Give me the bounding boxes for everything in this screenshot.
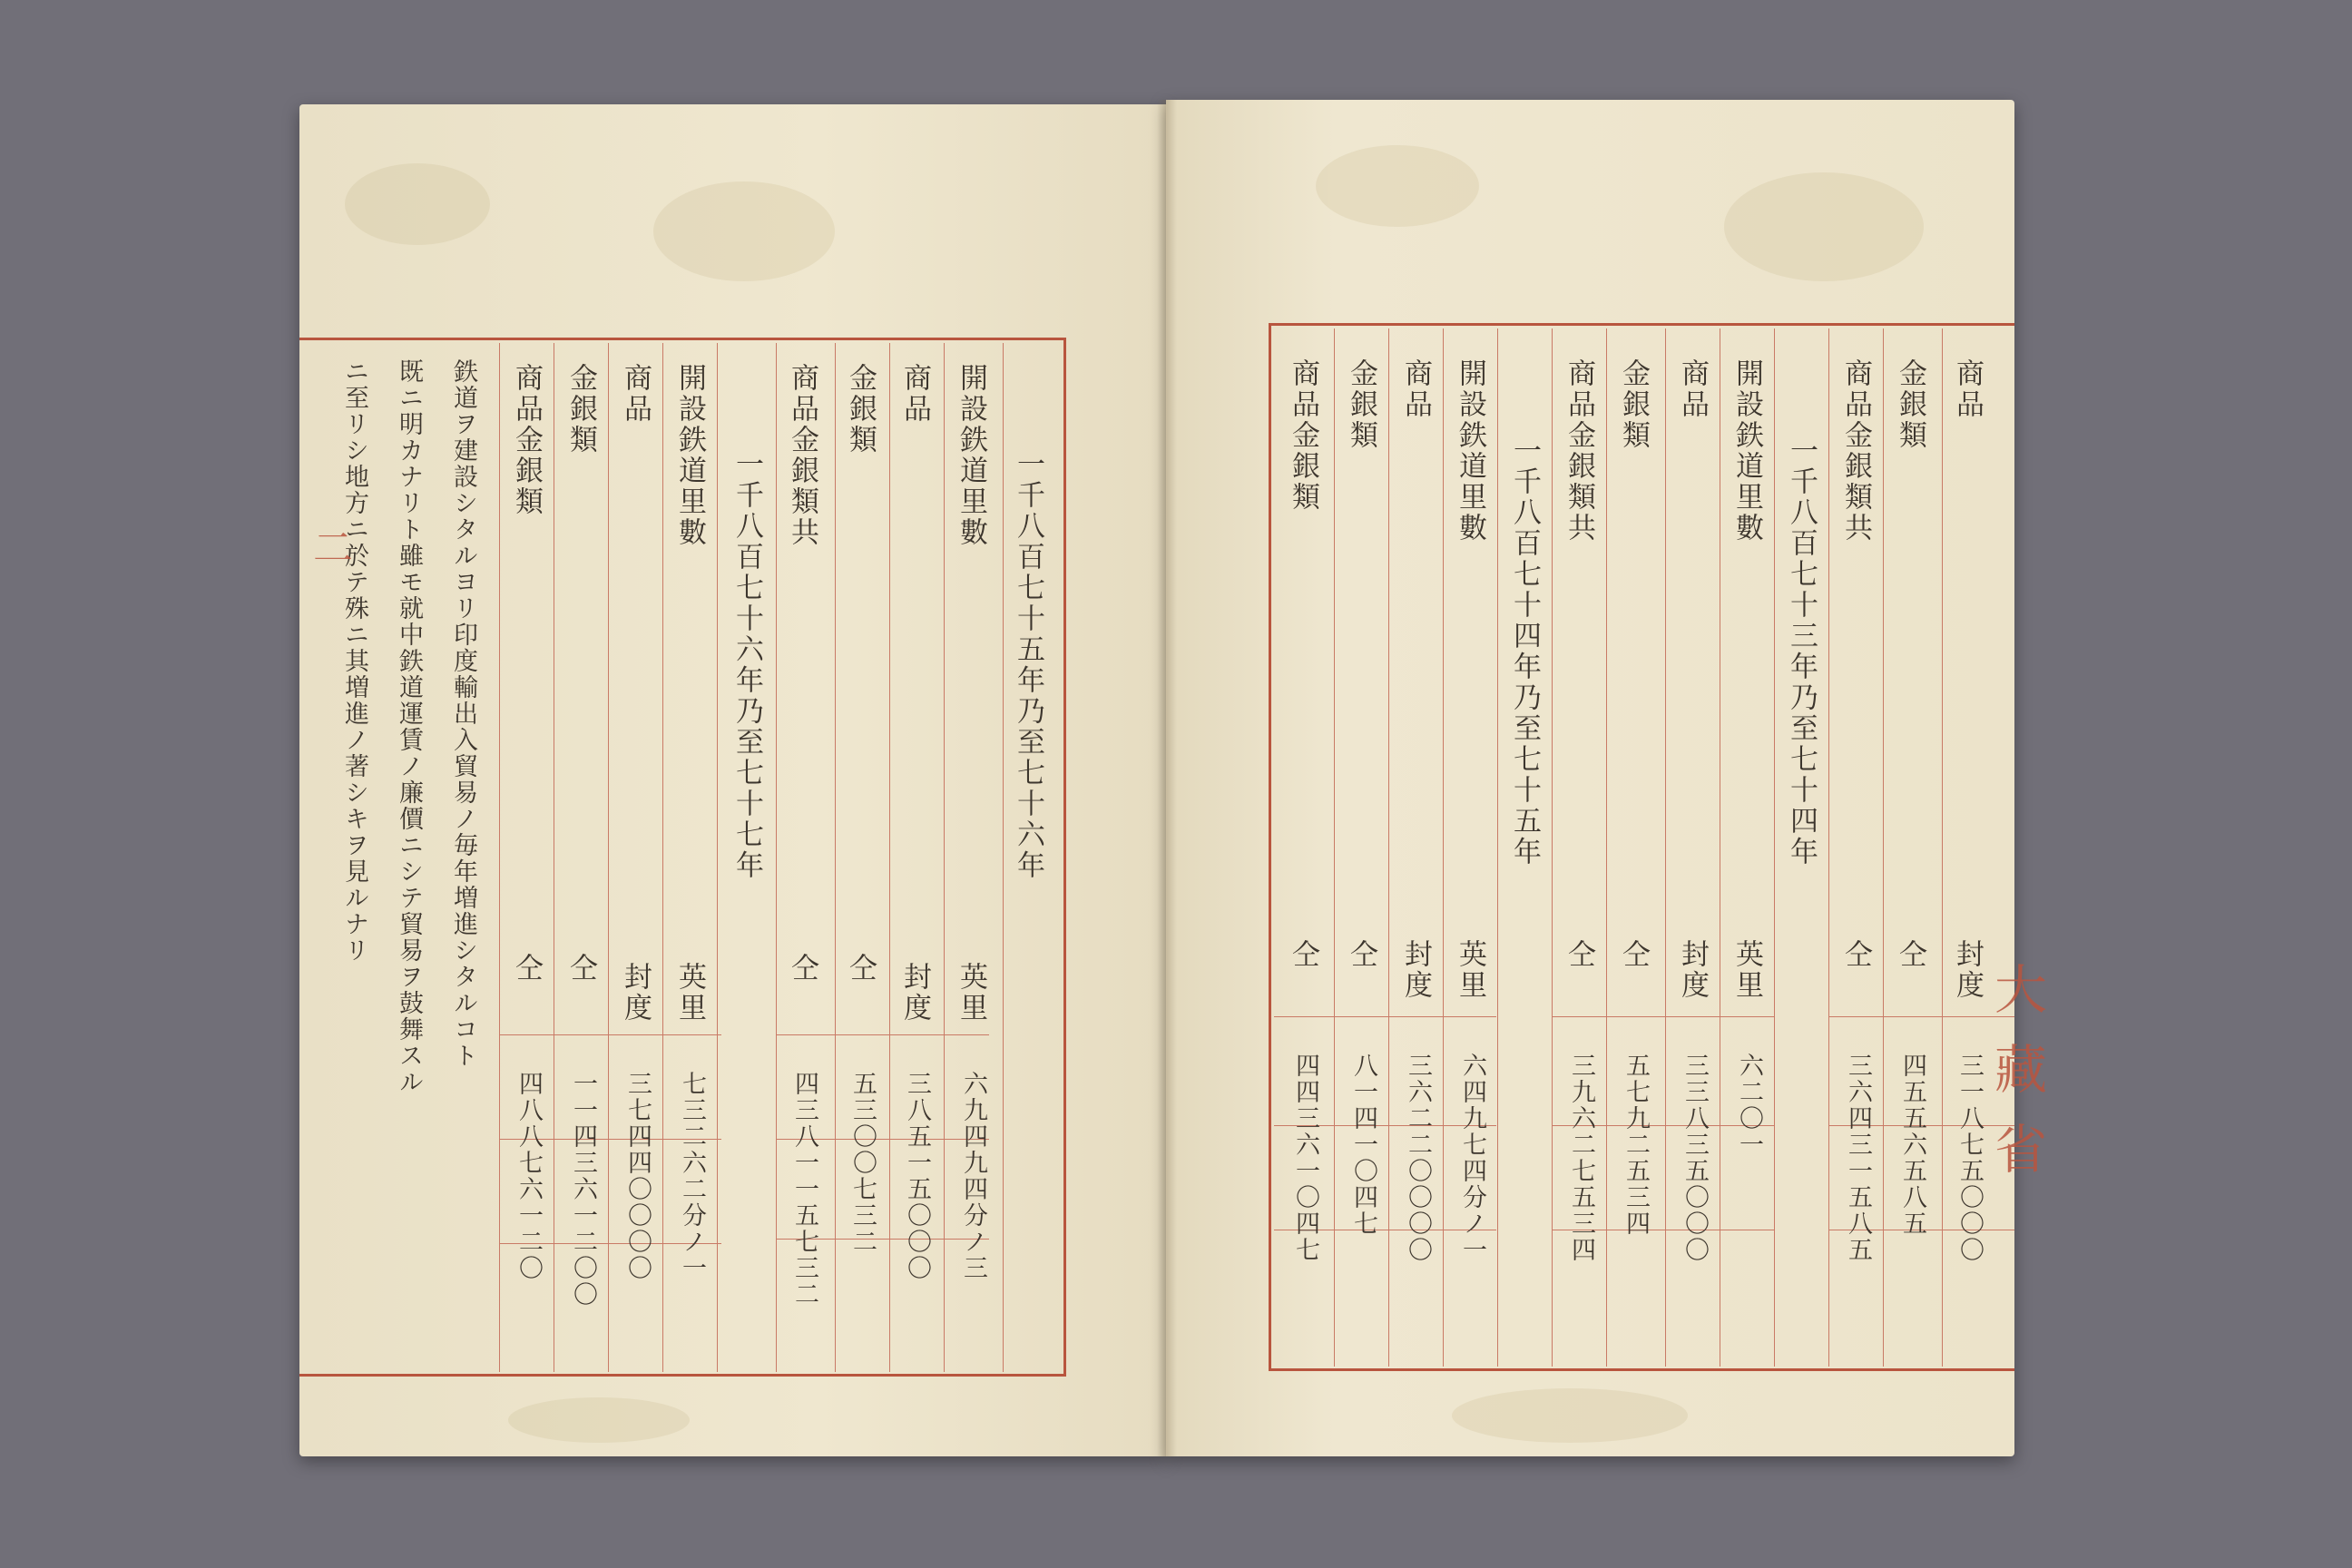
row-label: 商品 <box>1399 358 1432 420</box>
note-line: ニ至リシ地方ニ於テ殊ニ其増進ノ著シキヲ見ルナリ <box>340 358 368 964</box>
column-rule <box>1665 328 1666 1367</box>
column-rule <box>1942 328 1943 1367</box>
row-label: 金銀類 <box>1894 358 1926 451</box>
publisher-mark: 大藏省 <box>1985 962 2047 1201</box>
unit-label: 仝 <box>1617 939 1650 970</box>
margin-mark: 二 <box>306 526 352 593</box>
column-rule <box>1774 328 1775 1367</box>
value-cell: 八一四一〇四七 <box>1349 1053 1377 1237</box>
paper-stain <box>508 1397 690 1443</box>
unit-label: 英里 <box>673 962 706 1024</box>
column-rule <box>1497 328 1498 1367</box>
column-rule <box>1606 328 1607 1367</box>
paper-stain <box>345 163 490 245</box>
column-rule <box>717 343 718 1372</box>
row-rule <box>1274 1016 1496 1017</box>
column-rule <box>608 343 609 1372</box>
value-cell: 三六四三一五八五 <box>1844 1053 1872 1263</box>
column-rule <box>1828 328 1829 1367</box>
column-rule <box>1552 328 1553 1367</box>
row-label: 開設鉄道里數 <box>673 363 706 548</box>
unit-label: 英里 <box>955 962 987 1024</box>
unit-label: 仝 <box>1839 939 1872 970</box>
period-heading: 一千八百七十五年乃至七十六年 <box>1012 449 1044 881</box>
row-label: 金銀類 <box>1345 358 1377 451</box>
value-cell: 四五五六五八五 <box>1898 1053 1926 1237</box>
value-cell: 三七四四〇〇〇〇 <box>623 1071 652 1281</box>
unit-label: 封度 <box>1951 939 1984 1001</box>
unit-label: 仝 <box>564 953 597 984</box>
value-cell: 三六二二〇〇〇〇 <box>1404 1053 1432 1263</box>
value-cell: 三八五一五〇〇〇 <box>903 1071 931 1281</box>
period-heading: 一千八百七十三年乃至七十四年 <box>1785 436 1818 867</box>
column-rule <box>1334 328 1335 1367</box>
row-rule <box>776 1034 989 1035</box>
unit-label: 英里 <box>1454 939 1486 1001</box>
row-label: 商品金銀類 <box>510 363 543 517</box>
row-label: 商品金銀類共 <box>1839 358 1872 544</box>
value-cell: 六二〇一 <box>1735 1053 1763 1158</box>
column-rule <box>835 343 836 1372</box>
column-rule <box>499 343 500 1372</box>
unit-label: 仝 <box>786 953 818 984</box>
value-cell: 三三八三五〇〇〇 <box>1681 1053 1709 1263</box>
column-rule <box>1388 328 1389 1367</box>
paper-stain <box>653 181 835 281</box>
column-rule <box>1443 328 1444 1367</box>
row-label: 商品 <box>898 363 931 425</box>
note-line: 既ニ明カナリト雖モ就中鉄道運賃ノ廉價ニシテ貿易ヲ鼓舞スル <box>395 358 423 1095</box>
column-rule <box>1003 343 1004 1372</box>
column-rule <box>776 343 777 1372</box>
period-heading: 一千八百七十六年乃至七十七年 <box>730 449 763 881</box>
column-rule <box>1883 328 1884 1367</box>
unit-label: 仝 <box>1894 939 1926 970</box>
value-cell: 三九六二七五三四 <box>1567 1053 1595 1263</box>
unit-label: 封度 <box>898 962 931 1024</box>
period-heading: 一千八百七十四年乃至七十五年 <box>1508 436 1541 867</box>
unit-label: 仝 <box>844 953 877 984</box>
unit-label: 封度 <box>1676 939 1709 1001</box>
book-gutter <box>1157 100 1177 1456</box>
row-label: 開設鉄道里數 <box>955 363 987 548</box>
row-label: 商品金銀類共 <box>786 363 818 548</box>
row-label: 商品 <box>1951 358 1984 420</box>
unit-label: 仝 <box>1345 939 1377 970</box>
paper-stain <box>1724 172 1924 281</box>
paper-stain <box>1316 145 1479 227</box>
value-cell: 七三二六二分ノ一 <box>678 1071 706 1281</box>
row-label: 金銀類 <box>1617 358 1650 451</box>
column-rule <box>889 343 890 1372</box>
value-cell: 四三八一一五七三二 <box>790 1071 818 1308</box>
value-cell: 五七九二五三四 <box>1622 1053 1650 1237</box>
value-cell: 一一四三六一二〇〇 <box>569 1071 597 1308</box>
value-cell: 四八八七六一二〇 <box>514 1071 543 1281</box>
row-label: 開設鉄道里數 <box>1454 358 1486 544</box>
value-cell: 三一八七五〇〇〇 <box>1955 1053 1984 1263</box>
row-rule <box>499 1034 721 1035</box>
unit-label: 仝 <box>1563 939 1595 970</box>
row-label: 商品 <box>1676 358 1709 420</box>
unit-label: 封度 <box>1399 939 1432 1001</box>
unit-label: 封度 <box>619 962 652 1024</box>
note-line: 鉄道ヲ建設シタルヨリ印度輸出入貿易ノ毎年増進シタルコト <box>449 358 477 1069</box>
unit-label: 英里 <box>1730 939 1763 1001</box>
value-cell: 六九四九四分ノ三 <box>959 1071 987 1281</box>
column-rule <box>662 343 663 1372</box>
unit-label: 仝 <box>510 953 543 984</box>
paper-stain <box>1452 1388 1688 1443</box>
row-label: 金銀類 <box>844 363 877 456</box>
column-rule <box>944 343 945 1372</box>
value-cell: 六四九七四分ノ一 <box>1458 1053 1486 1263</box>
row-label: 商品 <box>619 363 652 425</box>
row-label: 金銀類 <box>564 363 597 456</box>
row-label: 開設鉄道里數 <box>1730 358 1763 544</box>
unit-label: 仝 <box>1287 939 1319 970</box>
row-label: 商品金銀類共 <box>1563 358 1595 544</box>
row-label: 商品金銀類 <box>1287 358 1319 513</box>
value-cell: 五三〇〇七三二 <box>848 1071 877 1255</box>
row-rule <box>1552 1016 1774 1017</box>
value-cell: 四四三六一〇四七 <box>1291 1053 1319 1263</box>
